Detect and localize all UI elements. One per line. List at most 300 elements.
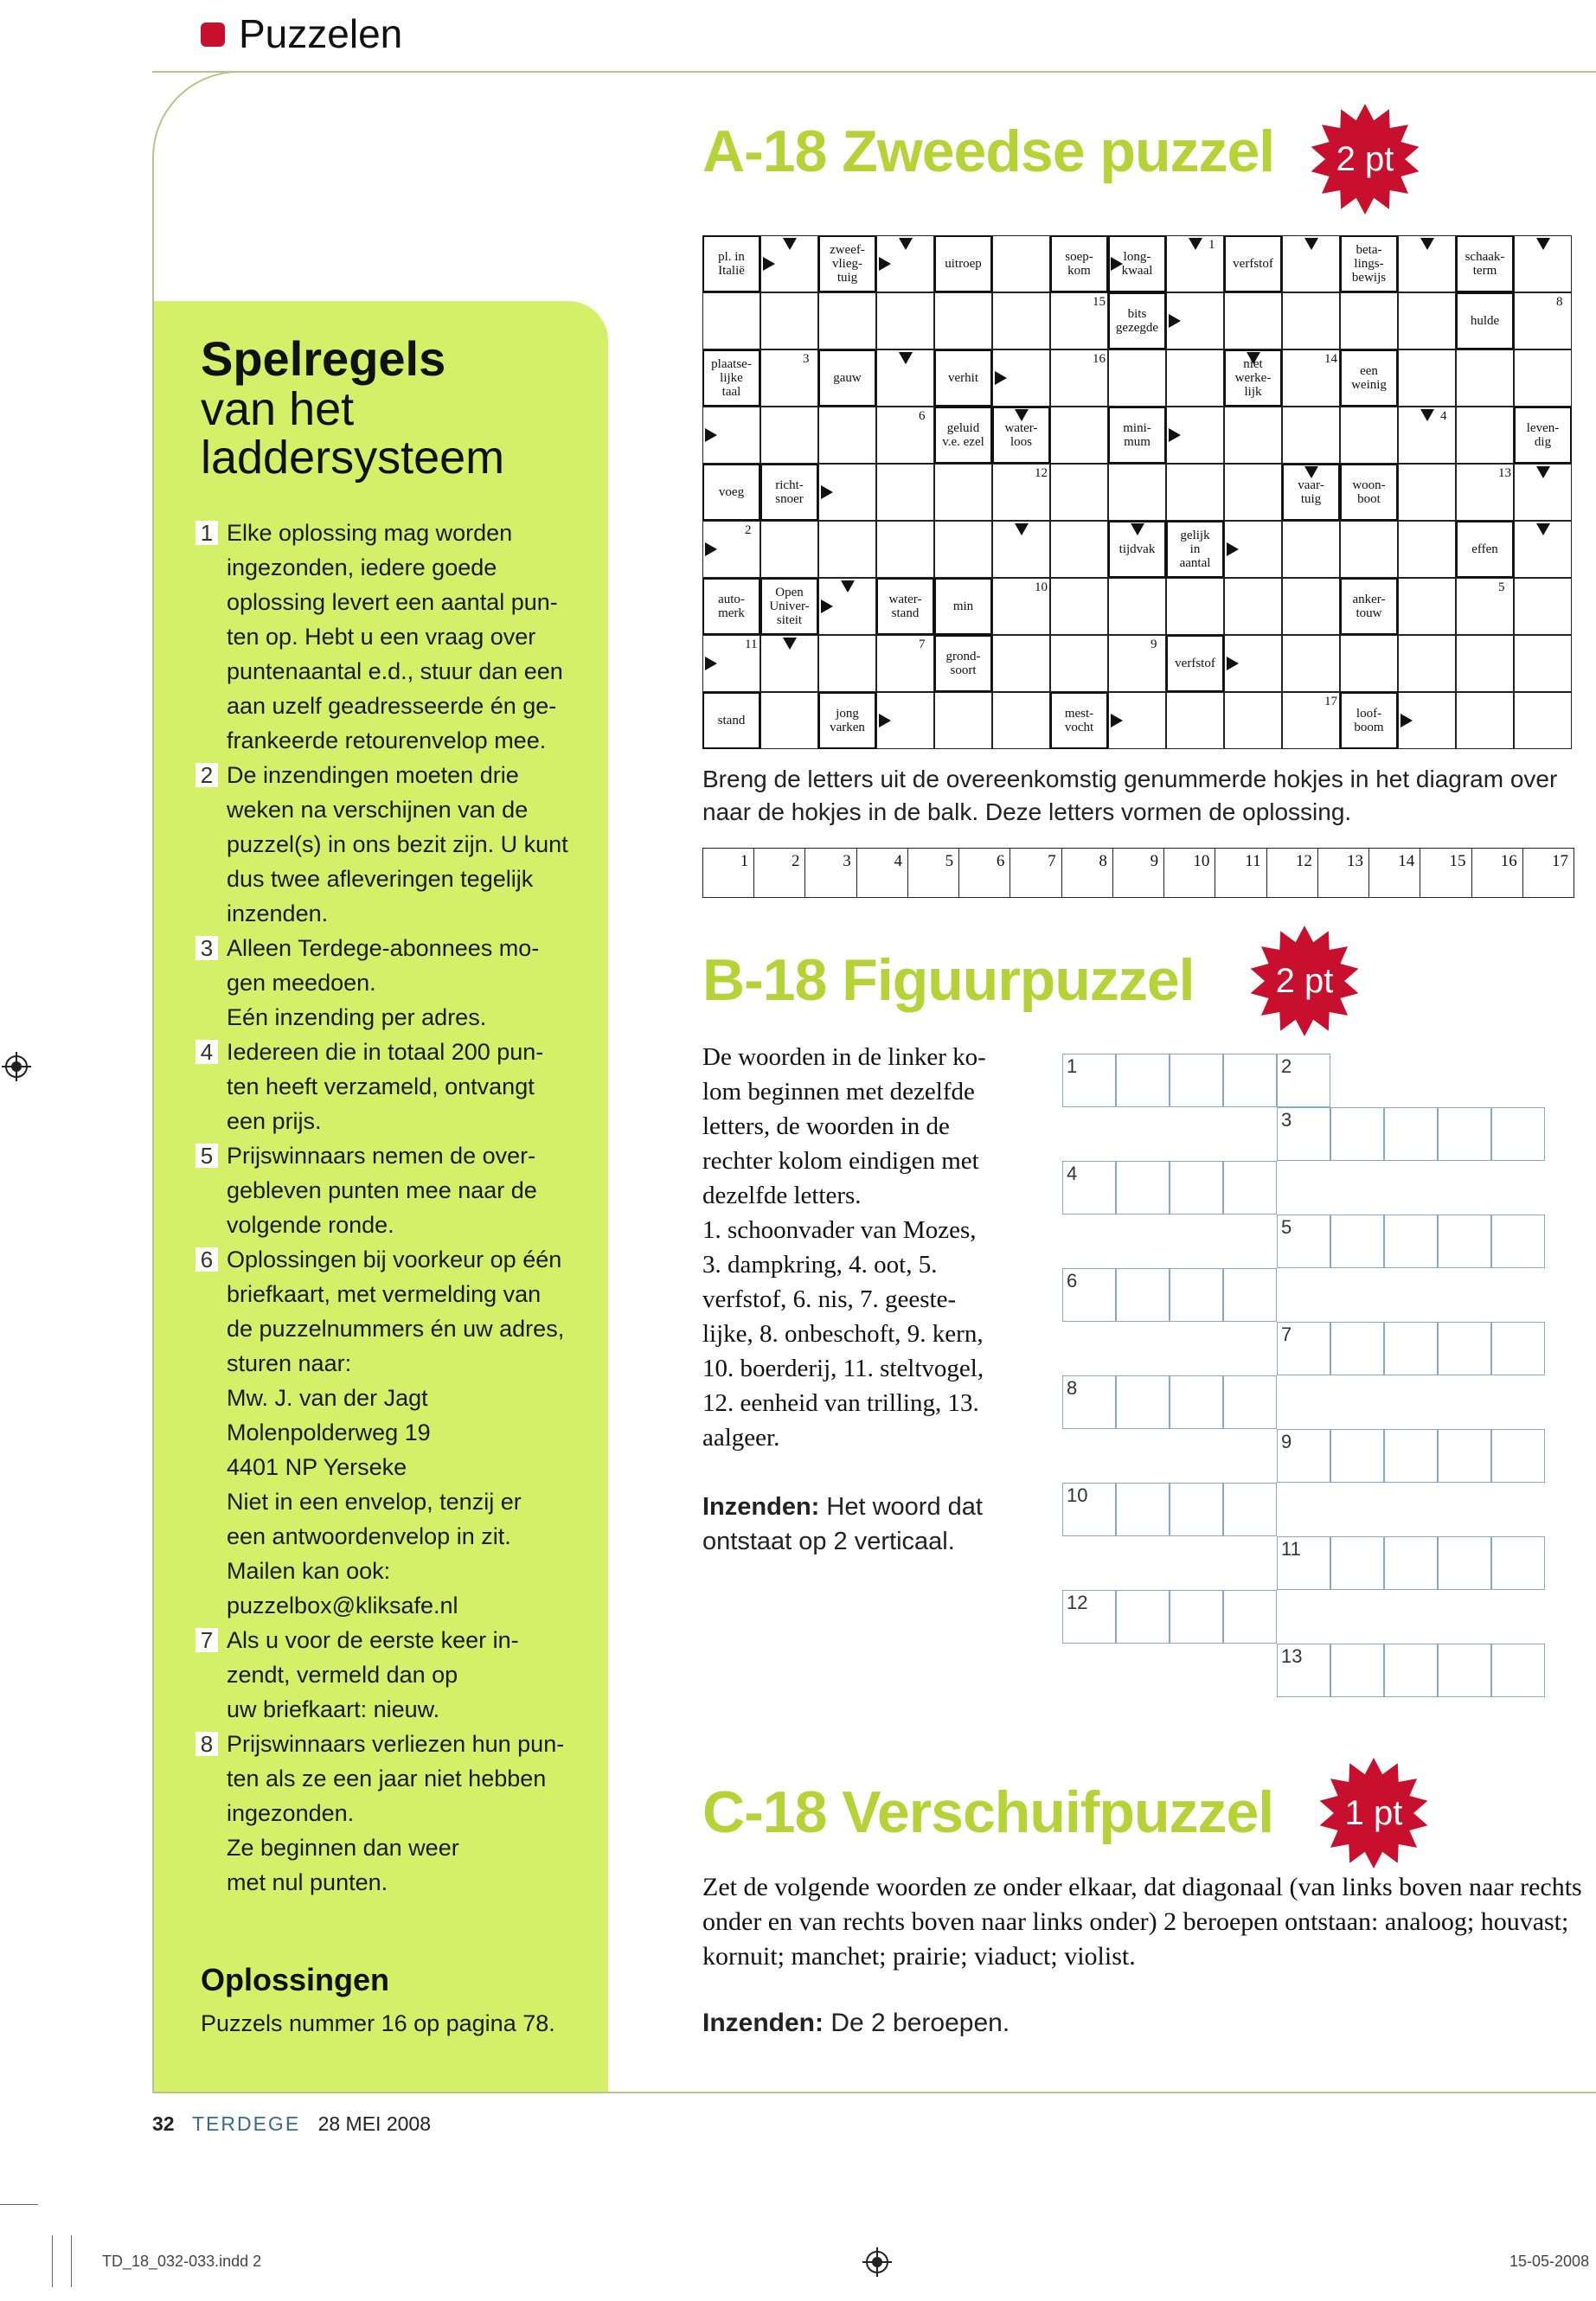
- figure-row-number: 4: [1067, 1163, 1078, 1184]
- crossword-cell[interactable]: [1166, 692, 1224, 749]
- section-label: Puzzelen: [239, 11, 403, 56]
- solution-cell-number: 8: [1099, 852, 1107, 870]
- solution-cell-number: 3: [843, 852, 851, 870]
- crossword-clue: effen: [1456, 521, 1514, 578]
- cell-number: 3: [803, 352, 810, 366]
- crossword-cell[interactable]: [1282, 635, 1340, 692]
- puzzle-a-instruction: Breng de letters uit de overeenkomstig genummerde hokjes in het diagram over naar de hokjes in de balk. Deze letters vormen de oplossing.: [702, 766, 1558, 825]
- rules-title: Spelregels: [201, 331, 446, 386]
- rule-item: [195, 758, 585, 931]
- points-badge: [1317, 1756, 1431, 1875]
- figure-cell[interactable]: [1330, 1429, 1384, 1483]
- file-slug: TD_18_032-033.indd 2: [102, 2253, 262, 2270]
- crossword-cell[interactable]: [702, 292, 760, 349]
- arrow-down-icon: [1304, 238, 1318, 250]
- solution-cell[interactable]: [703, 849, 754, 897]
- crossword-clue: min: [934, 578, 992, 635]
- solution-bar: [702, 848, 1574, 898]
- crossword-cell[interactable]: [1282, 407, 1340, 464]
- arrow-down-icon: [1304, 466, 1318, 478]
- crossword-cell[interactable]: [1398, 635, 1456, 692]
- rule-item: [195, 1138, 585, 1242]
- solution-cell-number: 6: [996, 852, 1005, 870]
- crossword-clue: zweef- vlieg- tuig: [818, 235, 876, 292]
- puzzle-b-title: B-18 Figuurpuzzel: [702, 947, 1195, 1013]
- crossword-cell[interactable]: [1108, 578, 1166, 635]
- figure-cell[interactable]: [1330, 1644, 1384, 1697]
- arrow-right-icon: [821, 485, 833, 499]
- submit-label: Inzenden:: [702, 1493, 820, 1521]
- solution-cell-number: 10: [1193, 852, 1210, 870]
- figure-cell[interactable]: [1438, 1107, 1491, 1161]
- crossword-cell[interactable]: [760, 349, 818, 407]
- figure-row-number: 10: [1067, 1484, 1088, 1506]
- crossword-clue: niet werke- lijk: [1224, 349, 1282, 407]
- solution-cell[interactable]: [1523, 849, 1574, 897]
- crossword-cell[interactable]: [760, 521, 818, 578]
- figure-row-number: 1: [1067, 1055, 1078, 1077]
- crossword-clue: anker- touw: [1340, 578, 1398, 635]
- solution-cell[interactable]: [857, 849, 908, 897]
- arrow-down-icon: [783, 638, 797, 650]
- crossword-clue: schaak- term: [1456, 235, 1514, 292]
- solution-cell[interactable]: [805, 849, 856, 897]
- solution-cell-number: 2: [791, 852, 800, 870]
- rule-item: [195, 1727, 585, 1900]
- crossword-clue: plaatse- lijke taal: [702, 349, 760, 407]
- arrow-down-icon: [1536, 238, 1550, 250]
- figure-row-number: 9: [1281, 1431, 1292, 1452]
- points-badge: [1308, 102, 1422, 221]
- arrow-down-icon: [1420, 409, 1434, 421]
- crossword-cell[interactable]: [1166, 578, 1224, 635]
- figure-cell[interactable]: [1116, 1590, 1170, 1644]
- arrow-right-icon: [705, 428, 717, 442]
- cell-number: 17: [1324, 695, 1337, 708]
- figure-cell[interactable]: [1223, 1161, 1277, 1215]
- page-footer: [152, 2112, 431, 2136]
- figure-cell[interactable]: [1170, 1483, 1223, 1536]
- crossword-clue: bits gezegde: [1108, 292, 1166, 349]
- solution-cell-number: 4: [894, 852, 902, 870]
- page-number: 32: [152, 2112, 175, 2135]
- rule-text: Elke oplossing mag worden ingezonden, iedere goede oplossing levert een aantal pun- ten op. Hebt u een vraag over puntenaantal e.d., stuur dan een aan uzelf geadresseerde én ge- frankeerde retourenvelop mee.: [227, 520, 563, 753]
- solution-cell[interactable]: [1062, 849, 1113, 897]
- crossword-cell[interactable]: [1224, 692, 1282, 749]
- solutions-heading: Oplossingen: [201, 1962, 390, 1997]
- crossword-clue: water- stand: [876, 578, 934, 635]
- figure-cell[interactable]: [1330, 1536, 1384, 1590]
- figure-cell[interactable]: [1223, 1054, 1277, 1107]
- figure-cell[interactable]: [1170, 1268, 1223, 1322]
- crossword-clue: voeg: [702, 464, 760, 521]
- solution-cell[interactable]: [1113, 849, 1164, 897]
- cell-number: 5: [1498, 580, 1505, 594]
- crossword-cell[interactable]: [934, 521, 992, 578]
- crossword-cell[interactable]: [818, 292, 876, 349]
- registration-mark-icon: [2, 1052, 31, 1081]
- arrow-right-icon: [1169, 428, 1181, 442]
- arrow-down-icon: [841, 580, 855, 593]
- crossword-cell[interactable]: [992, 292, 1050, 349]
- crossword-clue: water- loos: [992, 407, 1050, 464]
- cell-number: 2: [745, 523, 752, 537]
- frame-top-line: [152, 71, 1596, 73]
- crossword-cell[interactable]: [1050, 578, 1108, 635]
- figure-cell[interactable]: [1438, 1536, 1491, 1590]
- rule-text: Prijswinnaars verliezen hun pun- ten als ze een jaar niet hebben ingezonden. Ze beginnen dan weer met nul punten.: [227, 1731, 565, 1895]
- rule-text: Alleen Terdege-abonnees mo- gen meedoen. Eén inzending per adres.: [227, 935, 540, 1030]
- figure-cell[interactable]: [1170, 1054, 1223, 1107]
- solution-cell-number: 12: [1295, 852, 1312, 870]
- crossword-cell[interactable]: [1050, 635, 1108, 692]
- crossword-cell[interactable]: [1050, 464, 1108, 521]
- crossword-cell[interactable]: [818, 521, 876, 578]
- figure-cell[interactable]: [1491, 1322, 1545, 1375]
- crossword-cell[interactable]: [1340, 521, 1398, 578]
- rule-number: 2: [195, 763, 218, 787]
- submit-label: Inzenden:: [702, 2009, 824, 2037]
- rule-item: [195, 1035, 585, 1138]
- crossword-clue: hulde: [1456, 292, 1514, 349]
- figure-cell[interactable]: [1223, 1483, 1277, 1536]
- arrow-down-icon: [1015, 523, 1029, 535]
- crossword-cell[interactable]: [1514, 692, 1572, 749]
- crossword-clue: jong varken: [818, 692, 876, 749]
- figure-row-number: 5: [1281, 1216, 1292, 1238]
- crop-mark: [71, 2235, 72, 2287]
- figure-cell[interactable]: [1170, 1590, 1223, 1644]
- crossword-cell[interactable]: [1456, 692, 1514, 749]
- rules-subtitle-line: van het: [201, 383, 355, 435]
- figure-cell[interactable]: [1170, 1161, 1223, 1215]
- rule-item: [195, 931, 585, 1035]
- cell-number: 11: [745, 638, 758, 651]
- crossword-cell[interactable]: [934, 692, 992, 749]
- crossword-cell[interactable]: [1224, 292, 1282, 349]
- cell-number: 9: [1151, 638, 1157, 651]
- crossword-clue: richt- snoer: [760, 464, 818, 521]
- crossword-cell[interactable]: [934, 292, 992, 349]
- points-label: 1 pt: [1344, 1794, 1403, 1832]
- figure-cell[interactable]: [1384, 1429, 1438, 1483]
- rule-number: 3: [195, 936, 218, 960]
- arrow-right-icon: [1111, 257, 1123, 271]
- figure-cell[interactable]: [1384, 1644, 1438, 1697]
- rule-number: 5: [195, 1144, 218, 1168]
- rule-item: [195, 1623, 585, 1727]
- crossword-cell[interactable]: [1514, 349, 1572, 407]
- crossword-grid: [702, 235, 1572, 749]
- arrow-right-icon: [1111, 714, 1123, 727]
- crossword-clue: vaar- tuig: [1282, 464, 1340, 521]
- crop-mark: [52, 2235, 53, 2287]
- puzzle-c-description: Zet de volgende woorden ze onder elkaar, dat diagonaal (van links boven naar rechts onder en van rechts boven naar links onder) 2 beroepen ontstaan: analoog; houvast; kornuit; manchet; prairie; viaduct; violist.: [702, 1873, 1582, 1971]
- crossword-cell[interactable]: [760, 292, 818, 349]
- crossword-clue: mest- vocht: [1050, 692, 1108, 749]
- cell-number: 14: [1324, 352, 1337, 366]
- magazine-name: TERDEGE: [191, 2112, 301, 2135]
- figure-row-number: 7: [1281, 1324, 1292, 1345]
- cell-number: 4: [1440, 409, 1447, 423]
- figure-cell[interactable]: [1170, 1375, 1223, 1429]
- crossword-cell[interactable]: [876, 521, 934, 578]
- crossword-cell[interactable]: [1282, 292, 1340, 349]
- figure-cell[interactable]: [1330, 1215, 1384, 1268]
- arrow-right-icon: [879, 257, 891, 271]
- figure-cell[interactable]: [1438, 1215, 1491, 1268]
- figure-cell[interactable]: [1491, 1644, 1545, 1697]
- figure-cell[interactable]: [1384, 1107, 1438, 1161]
- crossword-cell[interactable]: [1050, 407, 1108, 464]
- figure-cell[interactable]: [1116, 1268, 1170, 1322]
- crossword-cell[interactable]: [1456, 407, 1514, 464]
- figure-row-number: 11: [1281, 1538, 1301, 1560]
- figure-cell[interactable]: [1223, 1268, 1277, 1322]
- arrow-down-icon: [1420, 238, 1434, 250]
- crossword-cell[interactable]: [1398, 521, 1456, 578]
- figure-cell[interactable]: [1116, 1161, 1170, 1215]
- arrow-right-icon: [1227, 542, 1239, 556]
- solutions-text: Puzzels nummer 16 op pagina 78.: [201, 2010, 555, 2036]
- registration-mark-icon: [862, 2247, 892, 2277]
- figure-cell[interactable]: [1384, 1322, 1438, 1375]
- crossword-clue: woon- boot: [1340, 464, 1398, 521]
- crossword-clue: tijdvak: [1108, 521, 1166, 578]
- crossword-clue: leven- dig: [1514, 407, 1572, 464]
- solution-cell-number: 17: [1551, 852, 1568, 870]
- crossword-cell[interactable]: [1514, 635, 1572, 692]
- crossword-clue: mini- mum: [1108, 407, 1166, 464]
- arrow-right-icon: [1401, 714, 1413, 727]
- crossword-cell[interactable]: [1456, 578, 1514, 635]
- crossword-cell[interactable]: [1166, 349, 1224, 407]
- crossword-clue: verfstof: [1166, 635, 1224, 692]
- issue-date: 28 MEI 2008: [317, 2112, 431, 2135]
- figure-cell[interactable]: [1116, 1054, 1170, 1107]
- solution-cell[interactable]: [1164, 849, 1215, 897]
- solution-cell[interactable]: [1472, 849, 1523, 897]
- crossword-clue: pl. in Italië: [702, 235, 760, 292]
- crossword-cell[interactable]: [1398, 349, 1456, 407]
- figure-cell[interactable]: [1491, 1536, 1545, 1590]
- solution-cell-number: 15: [1449, 852, 1466, 870]
- rules-subtitle-line: laddersysteem: [201, 432, 505, 484]
- crossword-cell[interactable]: [1456, 349, 1514, 407]
- puzzle-c-submit: [702, 2009, 1010, 2038]
- crossword-cell[interactable]: [1282, 521, 1340, 578]
- crossword-cell[interactable]: [992, 692, 1050, 749]
- crossword-clue: auto- merk: [702, 578, 760, 635]
- puzzle-a-title: A-18 Zweedse puzzel: [702, 119, 1275, 184]
- figure-cell[interactable]: [1491, 1215, 1545, 1268]
- figure-cell[interactable]: [1384, 1536, 1438, 1590]
- crossword-cell[interactable]: [1108, 349, 1166, 407]
- figure-row-number: 8: [1067, 1377, 1078, 1399]
- arrow-right-icon: [1169, 314, 1181, 328]
- crossword-clue: Open Univer- siteit: [760, 578, 818, 635]
- crossword-cell[interactable]: [934, 464, 992, 521]
- crossword-clue: geluid v.e. ezel: [934, 407, 992, 464]
- crossword-clue: verfstof: [1224, 235, 1282, 292]
- crossword-cell[interactable]: [992, 635, 1050, 692]
- solution-cell[interactable]: [959, 849, 1010, 897]
- arrow-right-icon: [763, 257, 775, 271]
- arrow-right-icon: [1227, 657, 1239, 670]
- crossword-cell[interactable]: [1050, 521, 1108, 578]
- crossword-cell[interactable]: [1108, 635, 1166, 692]
- submit-text: De 2 beroepen.: [824, 2009, 1010, 2037]
- puzzle-b-submit: [702, 1490, 1048, 1559]
- crossword-cell[interactable]: [1398, 464, 1456, 521]
- rule-text: De inzendingen moeten drie weken na verschijnen van de puzzel(s) in ons bezit zijn. U kunt dus twee afleveringen tegelijk inzenden.: [227, 762, 568, 926]
- cell-number: 8: [1556, 295, 1563, 309]
- crossword-clue: verhit: [934, 349, 992, 407]
- cell-number: 6: [919, 409, 926, 423]
- rule-number: 4: [195, 1040, 218, 1064]
- figure-cell[interactable]: [1116, 1375, 1170, 1429]
- solution-cell[interactable]: [1369, 849, 1420, 897]
- crossword-clue: gauw: [818, 349, 876, 407]
- figure-row-number: 3: [1281, 1109, 1292, 1131]
- arrow-down-icon: [1015, 409, 1029, 421]
- print-date: 15-05-2008: [1509, 2253, 1590, 2270]
- crossword-cell[interactable]: [1340, 292, 1398, 349]
- crossword-clue: een weinig: [1340, 349, 1398, 407]
- rule-text: Prijswinnaars nemen de over- gebleven punten mee naar de volgende ronde.: [227, 1143, 537, 1238]
- crossword-clue: stand: [702, 692, 760, 749]
- arrow-right-icon: [821, 599, 833, 613]
- figure-cell[interactable]: [1491, 1429, 1545, 1483]
- submit-text: Het woord dat ontstaat op 2 verticaal.: [702, 1493, 983, 1555]
- solution-cell-number: 1: [740, 852, 749, 870]
- crossword-cell[interactable]: [1340, 635, 1398, 692]
- crossword-cell[interactable]: [1224, 578, 1282, 635]
- crossword-cell[interactable]: [1398, 292, 1456, 349]
- rules-list: [195, 516, 585, 1900]
- crossword-cell[interactable]: [1108, 464, 1166, 521]
- crossword-cell[interactable]: [876, 292, 934, 349]
- puzzle-b-description: De woorden in de linker ko- lom beginnen met dezelfde letters, de woorden in de rechter kolom eindigen met dezelfde letters. 1. schoonvader van Mozes, 3. dampkring, 4. oot, 5. verfstof, 6. nis, 7. geeste- lijke, 8. onbeschoft, 9. kern, 10. boerderij, 11. steltvogel, 12. eenheid van trilling, 13. aalgeer.: [702, 1043, 986, 1452]
- crossword-cell[interactable]: [1398, 578, 1456, 635]
- crossword-cell[interactable]: [876, 464, 934, 521]
- crossword-cell[interactable]: [760, 692, 818, 749]
- figure-row-number: 2: [1281, 1055, 1292, 1077]
- cell-number: 1: [1208, 238, 1215, 252]
- crossword-cell[interactable]: [1340, 407, 1398, 464]
- figure-cell[interactable]: [1330, 1107, 1384, 1161]
- crossword-cell[interactable]: [1166, 464, 1224, 521]
- arrow-down-icon: [1247, 352, 1260, 364]
- crossword-clue: beta- lings- bewijs: [1340, 235, 1398, 292]
- solution-cell[interactable]: [1420, 849, 1471, 897]
- crossword-clue: grond- soort: [934, 635, 992, 692]
- rule-item: [195, 1242, 585, 1623]
- arrow-down-icon: [1189, 238, 1202, 250]
- crossword-cell[interactable]: [1282, 578, 1340, 635]
- cell-number: 12: [1035, 466, 1048, 480]
- solution-cell-number: 9: [1150, 852, 1159, 870]
- solution-cell[interactable]: [754, 849, 805, 897]
- solution-cell-number: 16: [1500, 852, 1517, 870]
- arrow-down-icon: [783, 238, 797, 250]
- crossword-clue: soep- kom: [1050, 235, 1108, 292]
- arrow-down-icon: [899, 238, 913, 250]
- cell-number: 7: [919, 638, 926, 651]
- crossword-cell[interactable]: [992, 235, 1050, 292]
- crossword-cell[interactable]: [1514, 578, 1572, 635]
- crossword-cell[interactable]: [1514, 292, 1572, 349]
- arrow-down-icon: [1536, 466, 1550, 478]
- figure-cell[interactable]: [1330, 1322, 1384, 1375]
- crossword-cell[interactable]: [1224, 464, 1282, 521]
- figure-cell[interactable]: [1438, 1322, 1491, 1375]
- crossword-cell[interactable]: [1456, 635, 1514, 692]
- crossword-clue: gelijk in aantal: [1166, 521, 1224, 578]
- frame-bottom-line: [152, 2092, 1596, 2093]
- crossword-clue: uitroep: [934, 235, 992, 292]
- puzzle-c-title: C-18 Verschuifpuzzel: [702, 1779, 1274, 1845]
- figure-cell[interactable]: [1223, 1375, 1277, 1429]
- rule-text: Iedereen die in totaal 200 pun- ten heeft verzameld, ontvangt een prijs.: [227, 1039, 544, 1134]
- cell-number: 15: [1093, 295, 1106, 309]
- crossword-clue: long- kwaal: [1108, 235, 1166, 292]
- figure-row-number: 6: [1067, 1270, 1078, 1292]
- cell-number: 10: [1035, 580, 1048, 594]
- figure-cell[interactable]: [1438, 1644, 1491, 1697]
- solution-cell[interactable]: [908, 849, 959, 897]
- points-label: 2 pt: [1275, 962, 1334, 1000]
- arrow-right-icon: [705, 657, 717, 670]
- solution-cell-number: 11: [1245, 852, 1261, 870]
- figure-cell[interactable]: [1438, 1429, 1491, 1483]
- crossword-cell[interactable]: [818, 635, 876, 692]
- figure-cell[interactable]: [1491, 1107, 1545, 1161]
- arrow-down-icon: [1536, 523, 1550, 535]
- crossword-cell[interactable]: [818, 407, 876, 464]
- points-label: 2 pt: [1336, 140, 1394, 178]
- arrow-right-icon: [705, 542, 717, 556]
- rule-number: 8: [195, 1732, 218, 1756]
- solution-cell[interactable]: [1267, 849, 1318, 897]
- arrow-down-icon: [899, 352, 913, 364]
- arrow-right-icon: [879, 714, 891, 727]
- rule-number: 7: [195, 1628, 218, 1652]
- figure-cell[interactable]: [1116, 1483, 1170, 1536]
- arrow-right-icon: [995, 371, 1007, 385]
- figure-row-number: 12: [1067, 1592, 1088, 1613]
- rule-text: Als u voor de eerste keer in- zendt, vermeld dan op uw briefkaart: nieuw.: [227, 1627, 519, 1722]
- figure-row-number: 13: [1281, 1645, 1303, 1667]
- solution-cell[interactable]: [1215, 849, 1266, 897]
- arrow-down-icon: [1131, 523, 1144, 535]
- solution-cell[interactable]: [1010, 849, 1061, 897]
- solution-cell-number: 5: [945, 852, 954, 870]
- figure-cell[interactable]: [1223, 1590, 1277, 1644]
- crossword-cell[interactable]: [760, 407, 818, 464]
- crossword-clue: loof- boom: [1340, 692, 1398, 749]
- solution-cell-number: 13: [1347, 852, 1364, 870]
- rule-number: 1: [195, 521, 218, 545]
- crossword-cell[interactable]: [1224, 407, 1282, 464]
- rule-item: [195, 516, 585, 758]
- points-badge: [1247, 924, 1362, 1042]
- solution-cell-number: 7: [1048, 852, 1056, 870]
- solution-cell-number: 14: [1398, 852, 1415, 870]
- solution-cell[interactable]: [1318, 849, 1369, 897]
- crop-mark: [0, 2204, 38, 2205]
- figure-cell[interactable]: [1384, 1215, 1438, 1268]
